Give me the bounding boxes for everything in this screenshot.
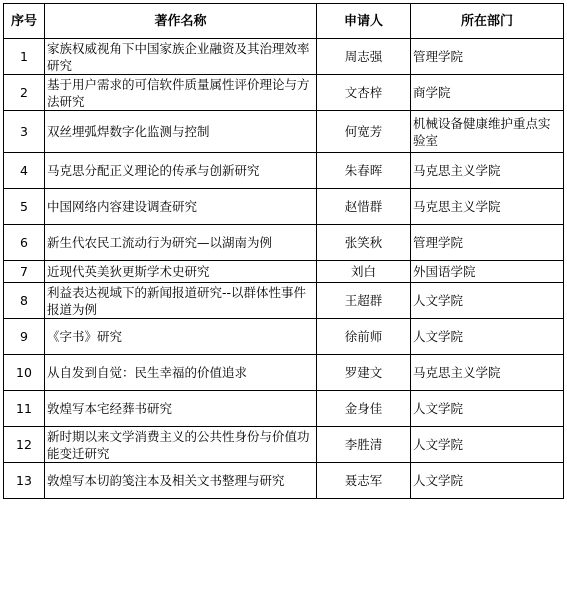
- cell-department: 马克思主义学院: [411, 355, 564, 391]
- cell-department: 机械设备健康维护重点实验室: [411, 111, 564, 153]
- table-row: [4, 319, 564, 355]
- cell-title: 基于用户需求的可信软件质量属性评价理论与方法研究: [45, 75, 317, 111]
- cell-applicant: 王超群: [317, 283, 411, 319]
- cell-applicant: 徐前师: [317, 319, 411, 355]
- cell-applicant: 文杏梓: [317, 75, 411, 111]
- cell-title: 敦煌写本宅经葬书研究: [45, 391, 317, 427]
- cell-department: 人文学院: [411, 463, 564, 499]
- cell-applicant: 何宽芳: [317, 111, 411, 153]
- cell-num: 1: [4, 39, 45, 75]
- cell-applicant: 周志强: [317, 39, 411, 75]
- table-row: [4, 75, 564, 111]
- table-row: [4, 391, 564, 427]
- cell-department: 人文学院: [411, 283, 564, 319]
- header-applicant: 申请人: [317, 4, 411, 39]
- cell-num: 5: [4, 189, 45, 225]
- cell-department: 管理学院: [411, 39, 564, 75]
- table-row: [4, 355, 564, 391]
- cell-applicant: 赵惜群: [317, 189, 411, 225]
- cell-title: 新时期以来文学消费主义的公共性身份与价值功能变迁研究: [45, 427, 317, 463]
- table-row: [4, 463, 564, 499]
- cell-applicant: 金身佳: [317, 391, 411, 427]
- table-row: [4, 153, 564, 189]
- cell-num: 11: [4, 391, 45, 427]
- cell-title: 中国网络内容建设调查研究: [45, 189, 317, 225]
- cell-department: 人文学院: [411, 427, 564, 463]
- header-title: 著作名称: [45, 4, 317, 39]
- cell-num: 6: [4, 225, 45, 261]
- header-department: 所在部门: [411, 4, 564, 39]
- table-row: [4, 39, 564, 75]
- cell-applicant: 张笑秋: [317, 225, 411, 261]
- cell-title: 马克思分配正义理论的传承与创新研究: [45, 153, 317, 189]
- cell-num: 3: [4, 111, 45, 153]
- cell-department: 管理学院: [411, 225, 564, 261]
- cell-title: 敦煌写本切韵笺注本及相关文书整理与研究: [45, 463, 317, 499]
- cell-title: 家族权威视角下中国家族企业融资及其治理效率研究: [45, 39, 317, 75]
- table-row: [4, 427, 564, 463]
- cell-department: 人文学院: [411, 319, 564, 355]
- cell-applicant: 刘白: [317, 261, 411, 283]
- works-table: [3, 3, 564, 499]
- table-row: [4, 111, 564, 153]
- cell-department: 马克思主义学院: [411, 189, 564, 225]
- cell-num: 10: [4, 355, 45, 391]
- table-row: [4, 189, 564, 225]
- cell-num: 13: [4, 463, 45, 499]
- cell-title: 新生代农民工流动行为研究—以湖南为例: [45, 225, 317, 261]
- cell-applicant: 朱春晖: [317, 153, 411, 189]
- cell-num: 7: [4, 261, 45, 283]
- cell-num: 12: [4, 427, 45, 463]
- cell-department: 马克思主义学院: [411, 153, 564, 189]
- cell-department: 人文学院: [411, 391, 564, 427]
- cell-title: 双丝埋弧焊数字化监测与控制: [45, 111, 317, 153]
- cell-num: 4: [4, 153, 45, 189]
- header-row: [4, 4, 564, 39]
- cell-applicant: 聂志军: [317, 463, 411, 499]
- cell-num: 9: [4, 319, 45, 355]
- header-num: 序号: [4, 4, 45, 39]
- cell-title: 利益表达视域下的新闻报道研究--以群体性事件报道为例: [45, 283, 317, 319]
- table-row: [4, 261, 564, 283]
- cell-title: 从自发到自觉：民生幸福的价值追求: [45, 355, 317, 391]
- cell-num: 8: [4, 283, 45, 319]
- cell-applicant: 罗建文: [317, 355, 411, 391]
- table-row: [4, 283, 564, 319]
- cell-num: 2: [4, 75, 45, 111]
- table-row: [4, 225, 564, 261]
- cell-title: 《字书》研究: [45, 319, 317, 355]
- cell-department: 商学院: [411, 75, 564, 111]
- cell-title: 近现代英美狄更斯学术史研究: [45, 261, 317, 283]
- cell-department: 外国语学院: [411, 261, 564, 283]
- cell-applicant: 李胜清: [317, 427, 411, 463]
